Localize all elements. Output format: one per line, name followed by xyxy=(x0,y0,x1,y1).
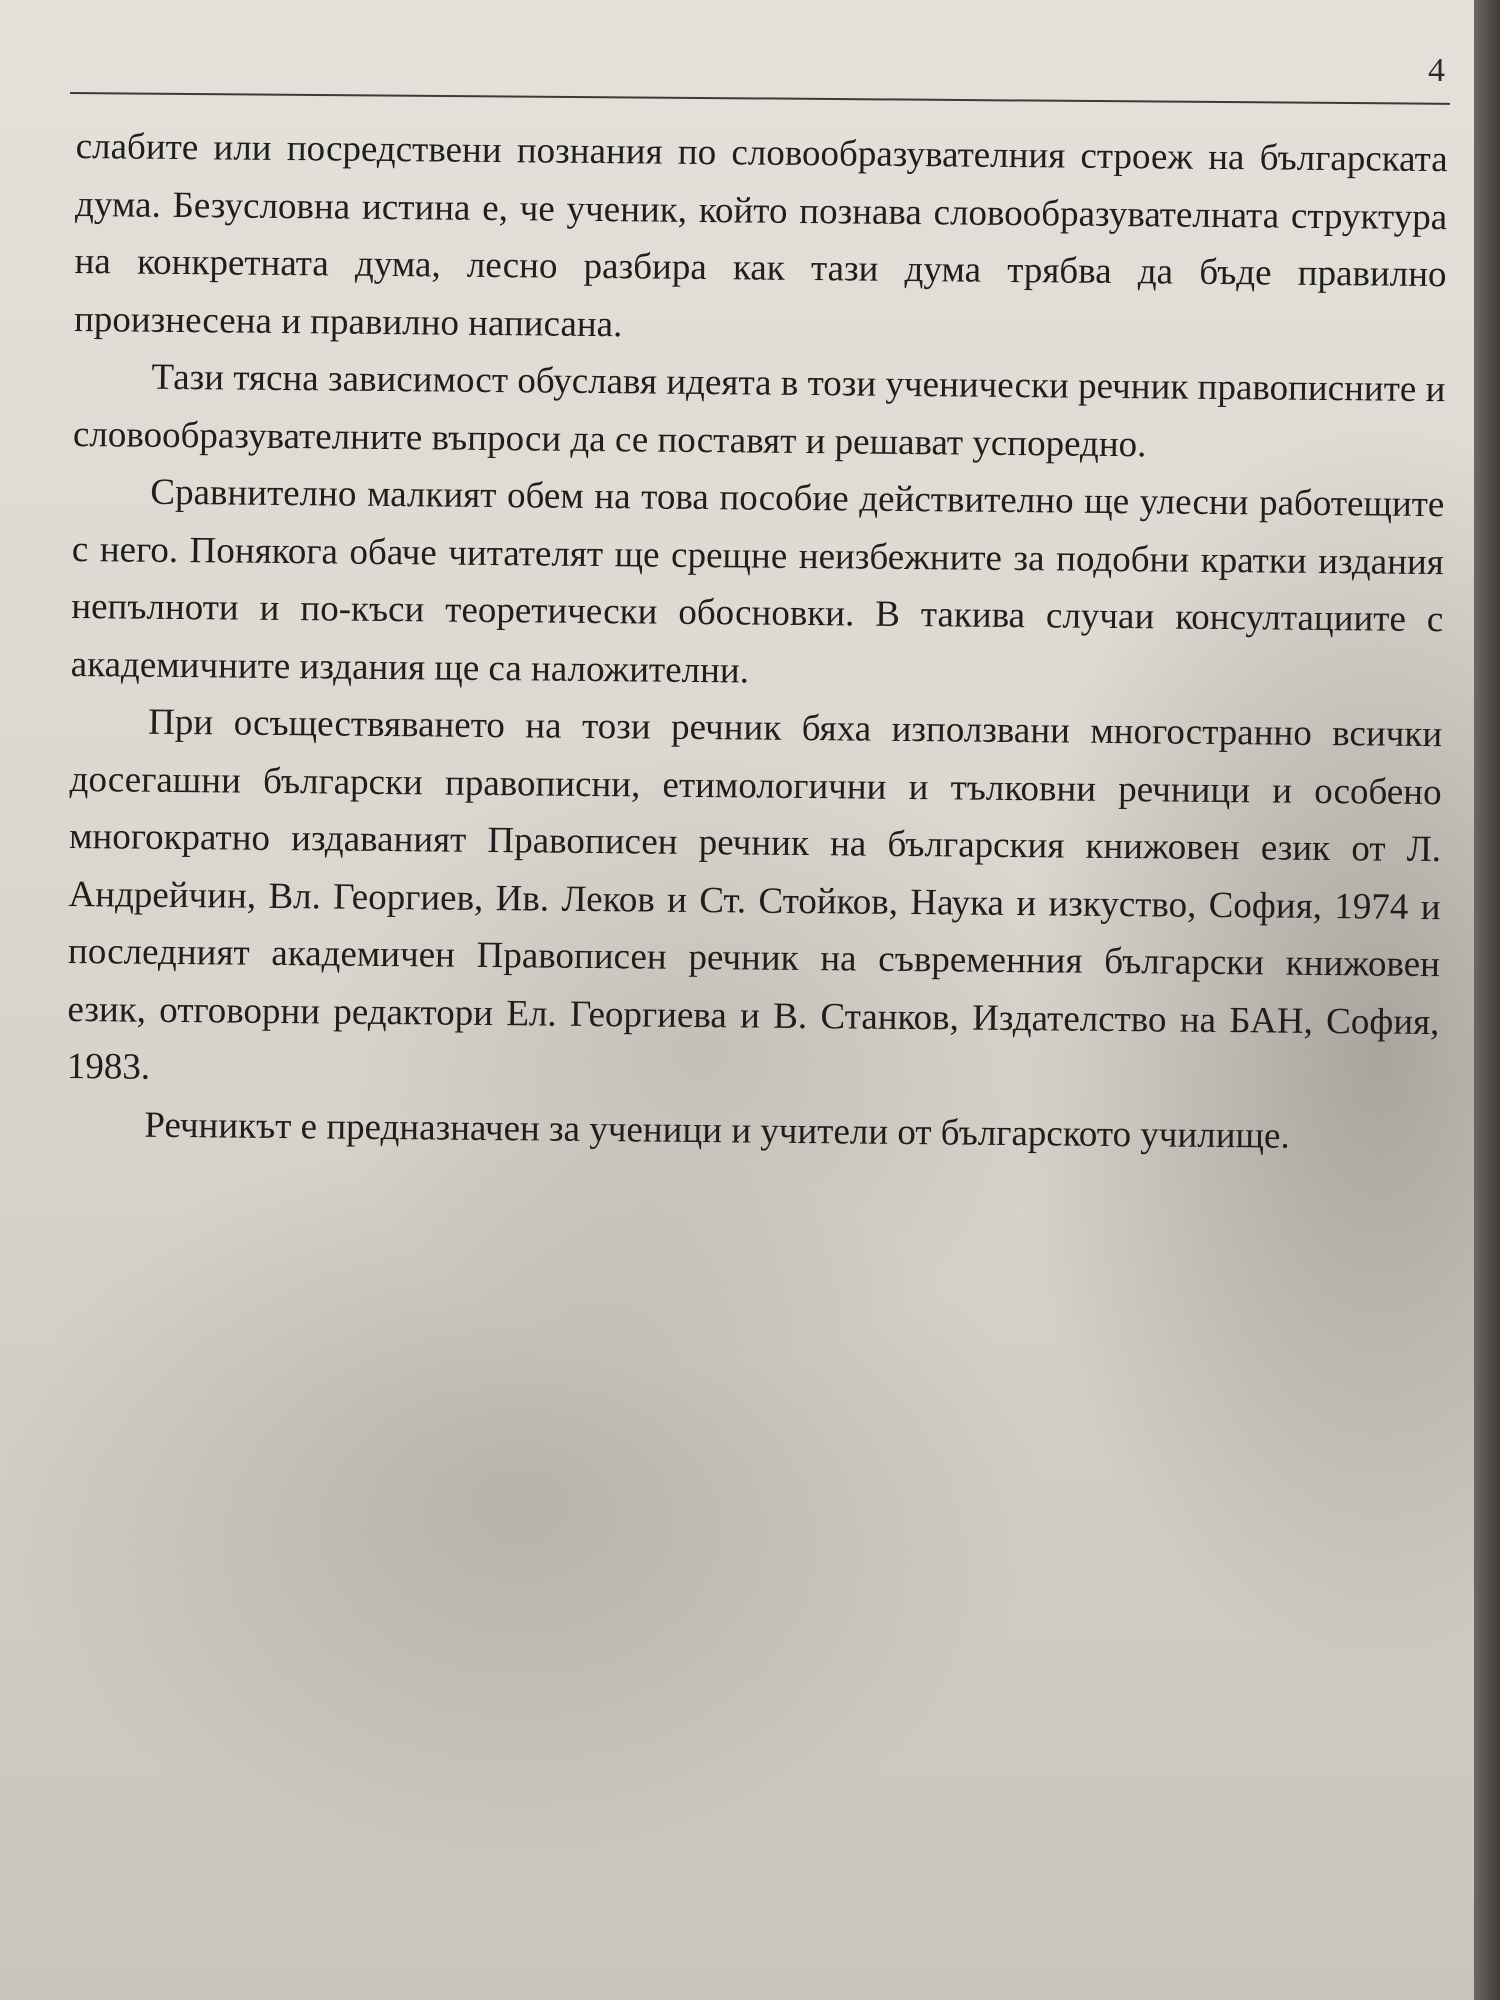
paragraph: Сравнително малкият обем на това пособие действително ще улесни работещите с него. Понякога обаче читателят ще срещне неизбежните за подобни кратки издания непълноти и по-къси теоретически обосновки. В такива случаи консултациите с академичните издания ще са наложителни. xyxy=(70,471,1445,691)
body-text xyxy=(66,118,1448,1166)
header-rule xyxy=(70,92,1450,105)
page-edge-shadow xyxy=(1474,0,1500,2000)
paragraph: Тази тясна зависимост обуславя идеята в този ученически речник правописните и словообразувателните въпроси да се поставят и решават успоредно. xyxy=(72,356,1446,465)
paragraph-continuation: слабите или посредствени познания по словообразувателния строеж на българската дума. Безусловна истина е, че ученик, който познава словообразувателната структура на конкретната дума, лесно разбира как тази дума трябва да бъде правилно произнесена и правилно написана. xyxy=(73,125,1448,345)
paragraph: При осъществяването на този речник бяха използвани многостранно всички досегашни български правописни, етимологични и тълковни речници и особено многократно издаваният Правописен речник на българския книжовен език от Л. Андрейчин, Вл. Георгиев, Ив. Леков и Ст. Стойков, Наука и изкуство, София, 1974 и последният академичен Правописен речник на съвременния български книжовен език, отговорни редактори Ел. Георгиева и В. Станков, Издателство на БАН, София, 1983. xyxy=(66,701,1443,1088)
paragraph: Речникът е предназначен за ученици и учители от българското училище. xyxy=(144,1104,1290,1157)
page-number: 4 xyxy=(1428,52,1445,89)
